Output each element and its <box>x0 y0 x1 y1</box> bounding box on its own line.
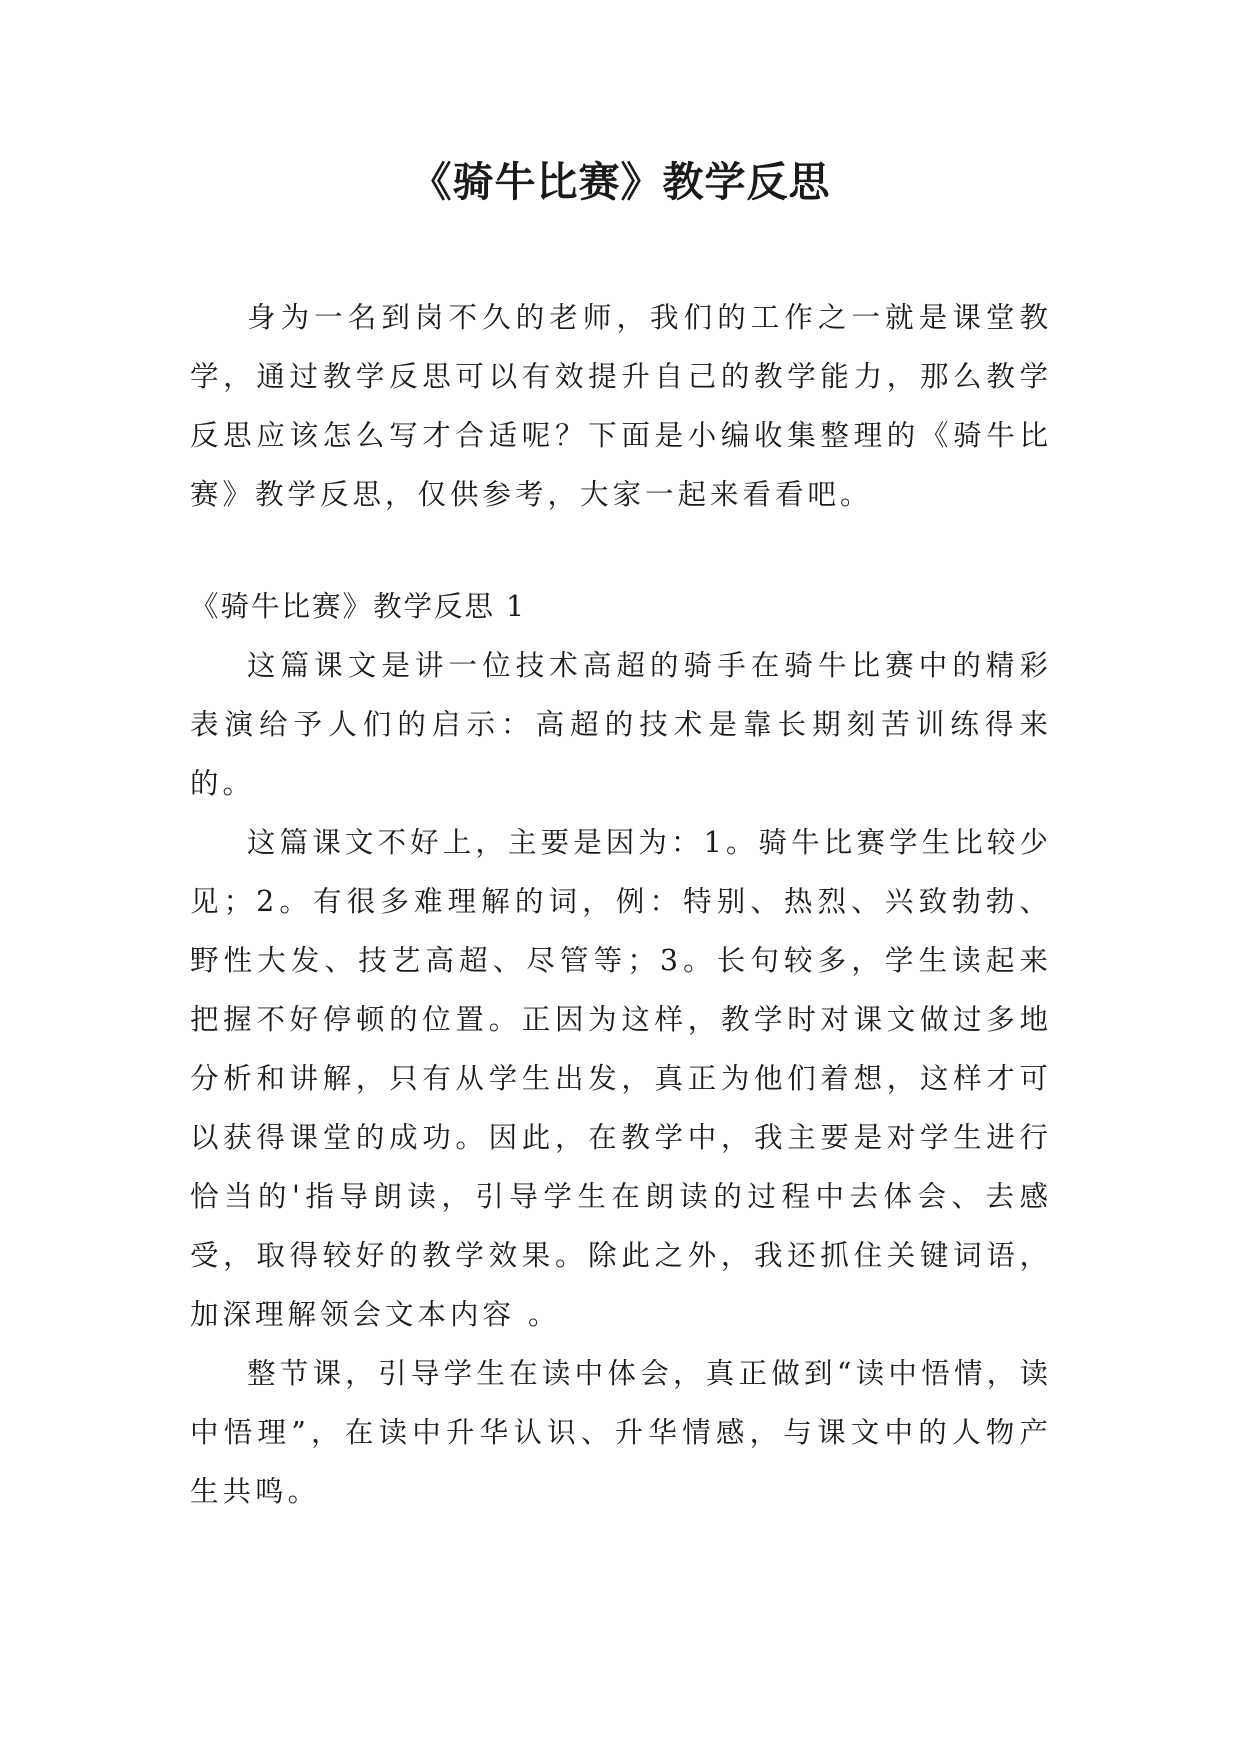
body-paragraph-3: 整节课，引导学生在读中体会，真正做到“读中悟情，读中悟理”，在读中升华认识、升华情感，与课文中的人物产生共鸣。 <box>190 1357 1052 1508</box>
intro-paragraph: 身为一名到岗不久的老师，我们的工作之一就是课堂教学，通过教学反思可以有效提升自己的教学能力，那么教学反思应该怎么写才合适呢？下面是小编收集整理的《骑牛比赛》教学反思，仅供参考，大家一起来看看吧。 <box>190 301 1052 511</box>
body-paragraph-2: 这篇课文不好上，主要是因为：1。骑牛比赛学生比较少见；2。有很多难理解的词，例：特别、热烈、兴致勃勃、野性大发、技艺高超、尽管等；3。长句较多，学生读起来把握不好停顿的位置。正因为这样，教学时对课文做过多地分析和讲解，只有从学生出发，真正为他们着想，这样才可以获得课堂的成功。因此，在教学中，我主要是对学生进行恰当的'指导朗读，引导学生在朗读的过程中去体会、去感受，取得较好的教学效果。除此之外，我还抓住关键词语，加深理解领会文本内容 。 <box>190 826 1052 1331</box>
body-paragraph-1: 这篇课文是讲一位技术高超的骑手在骑牛比赛中的精彩表演给予人们的启示：高超的技术是靠长期刻苦训练得来的。 <box>190 649 1052 800</box>
section-heading: 《骑牛比赛》教学反思 1 <box>190 590 527 623</box>
document-title: 《骑牛比赛》教学反思 <box>410 158 831 206</box>
